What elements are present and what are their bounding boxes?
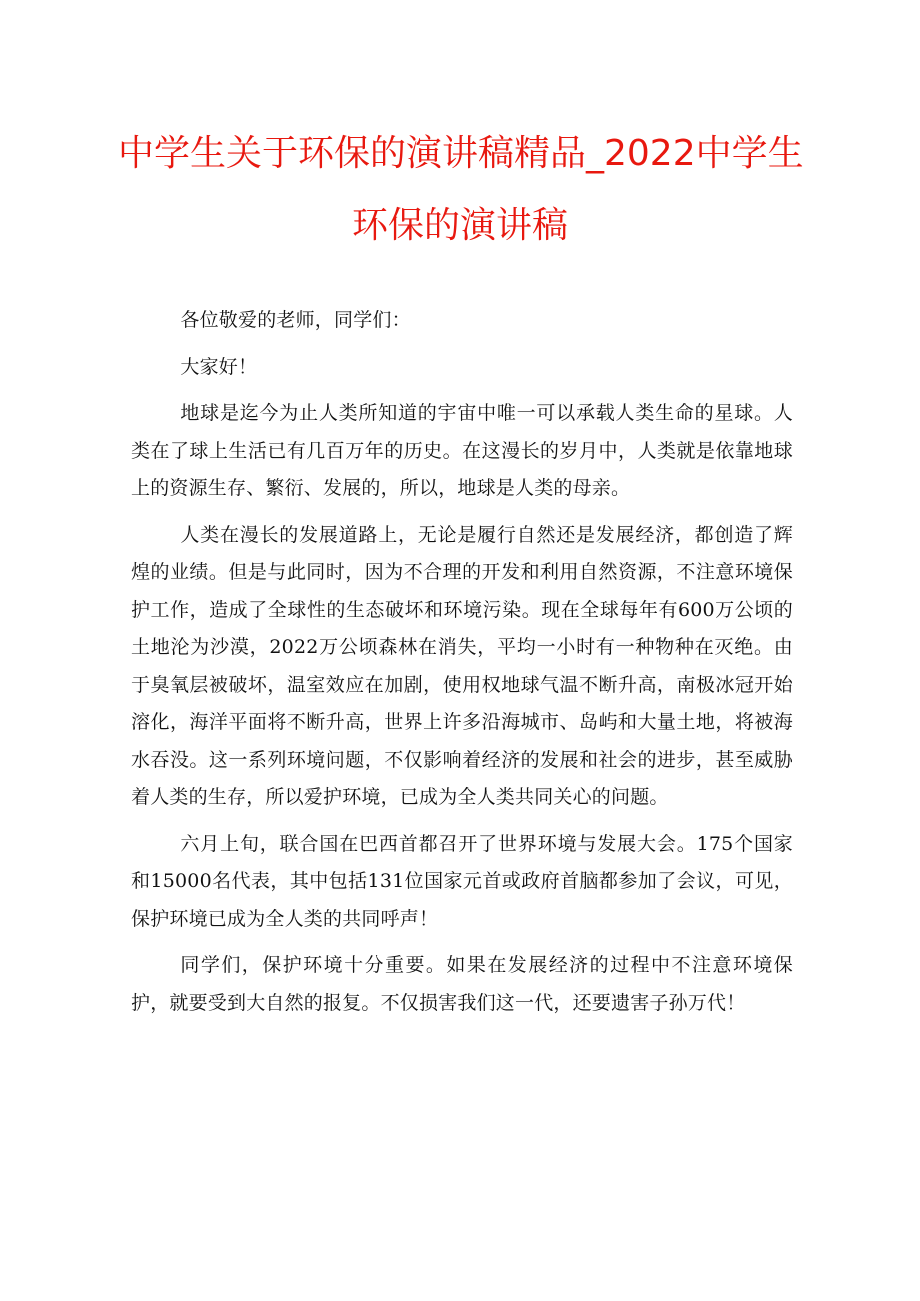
greeting-paragraph: 各位敬爱的老师，同学们： — [180, 309, 411, 331]
title-line-2: 环保的演讲稿 — [351, 205, 568, 246]
title-line-1: 中学生关于环保的演讲稿精品_2022中学生 — [118, 133, 804, 174]
body-paragraph: 人类在漫长的发展道路上，无论是履行自然还是发展经济，都创造了辉煌的业绩。但是与此同时，因为不合理的开发和利用自然资源，不注意环境保护工作，造成了全球性的生态破坏和环境污染。现在全球每年有600万公顷的土地沦为沙漠，2022万公顷森林在消失，平均一小时有一种物种在灭绝。由于臭氧层被破坏，温室效应在加剧，使用权地球气温不断升高，南极冰冠开始溶化，海洋平面将不断升高，世界上许多沿海城市、岛屿和大量土地，将被海水吞没。这一系列环境问题，不仅影响着经济的发展和社会的进步，甚至威胁着人类的生存，所以爱护环境，已成为全人类共同关心的问题。 — [131, 523, 793, 808]
hello-paragraph: 大家好！ — [180, 355, 258, 378]
body-paragraph: 同学们，保护环境十分重要。如果在发展经济的过程中不注意环境保护，就要受到大自然的报复。不仅损害我们这一代，还要遗害子孙万代！ — [131, 954, 793, 1014]
body-paragraph: 六月上旬，联合国在巴西首都召开了世界环境与发展大会。175个国家和15000名代表，其中包括131位国家元首或政府首脑都参加了会议，可见，保护环境已成为全人类的共同呼声！ — [131, 832, 793, 930]
document-title — [118, 118, 802, 262]
body-paragraph: 地球是迄今为止人类所知道的宇宙中唯一可以承载人类生命的星球。人类在了球上生活已有几百万年的历史。在这漫长的岁月中，人类就是依靠地球上的资源生存、繁衍、发展的，所以，地球是人类的母亲。 — [131, 402, 793, 499]
document-body — [131, 302, 793, 1031]
